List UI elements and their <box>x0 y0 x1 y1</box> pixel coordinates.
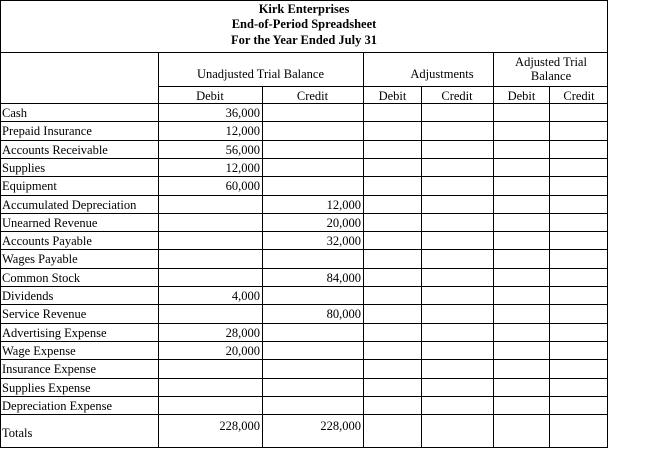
debit-total-rule <box>212 414 259 415</box>
unadjusted-credit-value: 20,000 <box>326 216 361 230</box>
unadjusted-debit-value: 60,000 <box>225 179 260 193</box>
adjusted-trial-balance-header-line2: Balance <box>530 69 572 83</box>
col-rule-adj-left <box>363 52 364 448</box>
unadjusted-debit-value: 28,000 <box>225 326 260 340</box>
unadjusted-debit-value: 12,000 <box>225 161 260 175</box>
row-rule <box>0 286 608 287</box>
account-name: Cash <box>2 106 27 120</box>
account-name: Prepaid Insurance <box>2 124 92 138</box>
unadjusted-debit-value: 12,000 <box>225 124 260 138</box>
unadjusted-credit-header: Credit <box>296 89 329 103</box>
col-rule-adjtb-mid <box>549 86 550 448</box>
unadjusted-credit-value: 12,000 <box>326 198 361 212</box>
unadjusted-debit-header: Debit <box>196 89 224 103</box>
account-name: Unearned Revenue <box>2 216 98 230</box>
rule-under-title <box>0 52 608 53</box>
rule-under-column-header <box>0 103 608 104</box>
account-name: Insurance Expense <box>2 362 97 376</box>
totals-debit: 228,000 <box>219 419 260 433</box>
col-rule-adjtb-left <box>493 52 494 448</box>
row-rule <box>0 378 608 379</box>
row-rule <box>0 268 608 269</box>
border-bottom <box>0 447 608 448</box>
unadjusted-debit-value: 20,000 <box>225 344 260 358</box>
unadjusted-debit-value: 36,000 <box>225 106 260 120</box>
adjustments-header: Adjustments <box>410 67 474 81</box>
company-name: Kirk Enterprises <box>258 2 350 16</box>
account-name: Dividends <box>2 289 54 303</box>
row-rule <box>0 414 608 415</box>
account-name: Equipment <box>2 179 57 193</box>
adjusted-debit-header: Debit <box>507 89 536 103</box>
row-rule <box>0 396 608 397</box>
account-name: Supplies Expense <box>2 381 91 395</box>
unadjusted-trial-balance-header: Unadjusted Trial Balance <box>196 67 325 81</box>
unadjusted-debit-value: 56,000 <box>225 143 260 157</box>
account-name: Service Revenue <box>2 307 87 321</box>
row-rule <box>0 341 608 342</box>
row-rule <box>0 140 608 141</box>
account-name: Advertising Expense <box>2 326 107 340</box>
unadjusted-credit-value: 84,000 <box>326 271 361 285</box>
account-name: Wage Expense <box>2 344 76 358</box>
row-rule <box>0 304 608 305</box>
rule-under-group-header <box>158 86 608 87</box>
col-rule-unadj-mid <box>262 86 263 448</box>
account-name: Supplies <box>2 161 46 175</box>
unadjusted-credit-value: 32,000 <box>326 234 361 248</box>
row-rule <box>0 249 608 250</box>
account-name: Accounts Receivable <box>2 143 108 157</box>
row-rule <box>0 121 608 122</box>
adjusted-trial-balance-header: Adjusted Trial <box>515 55 587 69</box>
col-rule-adj-mid <box>421 86 422 448</box>
sheet-title: End-of-Period Spreadsheet <box>231 17 377 31</box>
row-rule <box>0 359 608 360</box>
account-name: Accounts Payable <box>2 234 92 248</box>
credit-total-rule <box>316 414 363 415</box>
account-name: Accumulated Depreciation <box>2 198 137 212</box>
unadjusted-credit-value: 80,000 <box>326 307 361 321</box>
totals-credit: 228,000 <box>320 419 361 433</box>
account-name: Common Stock <box>2 271 81 285</box>
border-right <box>607 0 608 448</box>
border-top <box>0 0 608 1</box>
row-rule <box>0 323 608 324</box>
unadjusted-debit-value: 4,000 <box>231 289 260 303</box>
totals-label: Totals <box>2 426 33 440</box>
adjustments-credit-header: Credit <box>441 89 473 103</box>
row-rule <box>0 176 608 177</box>
adjustments-debit-header: Debit <box>378 89 407 103</box>
row-rule <box>0 158 608 159</box>
row-rule <box>0 231 608 232</box>
border-left <box>0 0 1 448</box>
row-rule <box>0 195 608 196</box>
account-name: Wages Payable <box>2 252 78 266</box>
sheet-period: For the Year Ended July 31 <box>231 33 377 47</box>
row-rule <box>0 213 608 214</box>
adjusted-credit-header: Credit <box>563 89 595 103</box>
account-name: Depreciation Expense <box>2 399 113 413</box>
col-rule-account <box>158 52 159 448</box>
